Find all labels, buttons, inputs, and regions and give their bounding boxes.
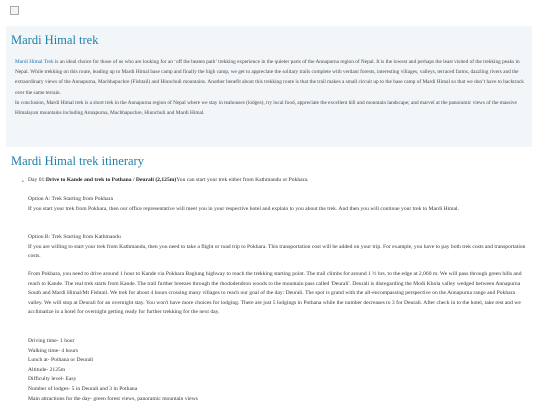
fact-difficulty: Difficulty level- Easy (28, 376, 77, 383)
day-1-facts (28, 337, 530, 404)
fact-altitude: Altitude- 2125m (28, 366, 66, 373)
day-1-heading-line (28, 176, 528, 185)
day-1-heading: Drive to Kande and trek to Pothana / Deurali (2,125m) (45, 177, 177, 183)
option-b (28, 233, 530, 262)
mardi-himal-trek-link[interactable]: Mardi Himal Trek (15, 59, 54, 65)
intro-paragraph-1-text: is an ideal choice for those of us who are looking for an ‘off the beaten path’ trekking experience in the quieter parts of the Annapurna region of Nepal. It is the lowest and perhaps the least visited of the trekking peaks in Nepal. While trekking on this route, leading up to Mardi Himal base camp and finally the high camp, we get to appreciate the solitary trails complete with verdant forests, interesting villages, valleys, terraced farms, dazzling rivers and the extraordinary views of the Annapurna, Machhapuchre (Fishtail) and Hiunchuli mountains. Another benefit about this trekking route is that the trail makes a small circuit up to the base camp of Mardi Himal so that we don’t have to backtrack over the same terrain. (15, 59, 524, 96)
intro-text (15, 57, 530, 118)
fact-attractions: Main attractions for the day- green forest views, panoramic mountain views (28, 395, 198, 402)
option-a (28, 195, 530, 214)
intro-paragraph-1 (15, 57, 530, 98)
itinerary-title: Mardi Himal trek itinerary (11, 154, 144, 168)
fact-lunch: Lunch at- Pothana or Deurali (28, 357, 94, 364)
fact-lodges: Number of lodges- 5 in Deurali and 3 in Pothana (28, 385, 138, 392)
option-b-text: If you are willing to start your trek from Kathmandu, then you need to take a flight or road trip to Pokhara. This transportation cost will be added on your trip. For example, you have to pay both trek costs and transportation costs. (28, 243, 526, 260)
intro-paragraph-2: In conclusion, Mardi Himal trek is a short trek in the Annapurna region of Nepal where we stay in teahouses (lodges), try local food, appreciate the excellent hill and mountain landscape; and marvel at the panoramic views of the massive Himalayan mountains including Annapurna, Machhapuchre, Hiunchuli and Mardi Himal. (15, 99, 517, 117)
header-image (10, 6, 19, 15)
day-1-label: Day 01: (28, 177, 46, 183)
bullet: • (22, 180, 24, 185)
fact-driving-time: Driving time- 1 hour (28, 338, 75, 344)
option-a-title: Option A: Trek Starting from Pokhara (28, 196, 113, 202)
option-b-title: Option B: Trek Starting from Kathmandu (28, 234, 121, 240)
day-1-intro: You can start your trek either from Kathmandu or Pokhara. (176, 177, 309, 183)
day-1-description-text: From Pokhara, you need to drive around 1 hour to Kande via Pokhara Baglung highway to reach the trekking starting point. The trail climbs for around 1 ½ hrs. to the edge at 2,060 m. We will pass through green hills and reach to Kande. The real trek starts from Kande. The trail further breezes through the rhododendron woods to the mountain pass called 'Deurali'. Deurali is disregarding the Modi Khola valley wedged between Annapurna South and Mardi Himal/Mt Fishtail. We trek for about 4 hours crossing many villages to reach our goal of the day: Deurali. The spot is grand with the all-encompassing perspective on the Annapurna range and Pokhara valley. We will stop at Deurali for an overnight stay. You won't have more choices for lodging. There are just 5 lodgings in Pothana while the number decreases to 3 for Deurali. After check in to the hotel, take rest and we acclimatize in a hotel for overnight getting ready for further trekking for the next day. (28, 271, 522, 316)
fact-walking-time: Walking time- 4 hours (28, 347, 79, 354)
option-a-text: If you start your trek from Pokhara, then our office representative will meet you in your respective hotel and explain to you about the trek. And then you will continue your trek to Mardi Himal. (28, 205, 459, 212)
page-title: Mardi Himal trek (11, 33, 99, 47)
day-1-description (28, 270, 530, 318)
